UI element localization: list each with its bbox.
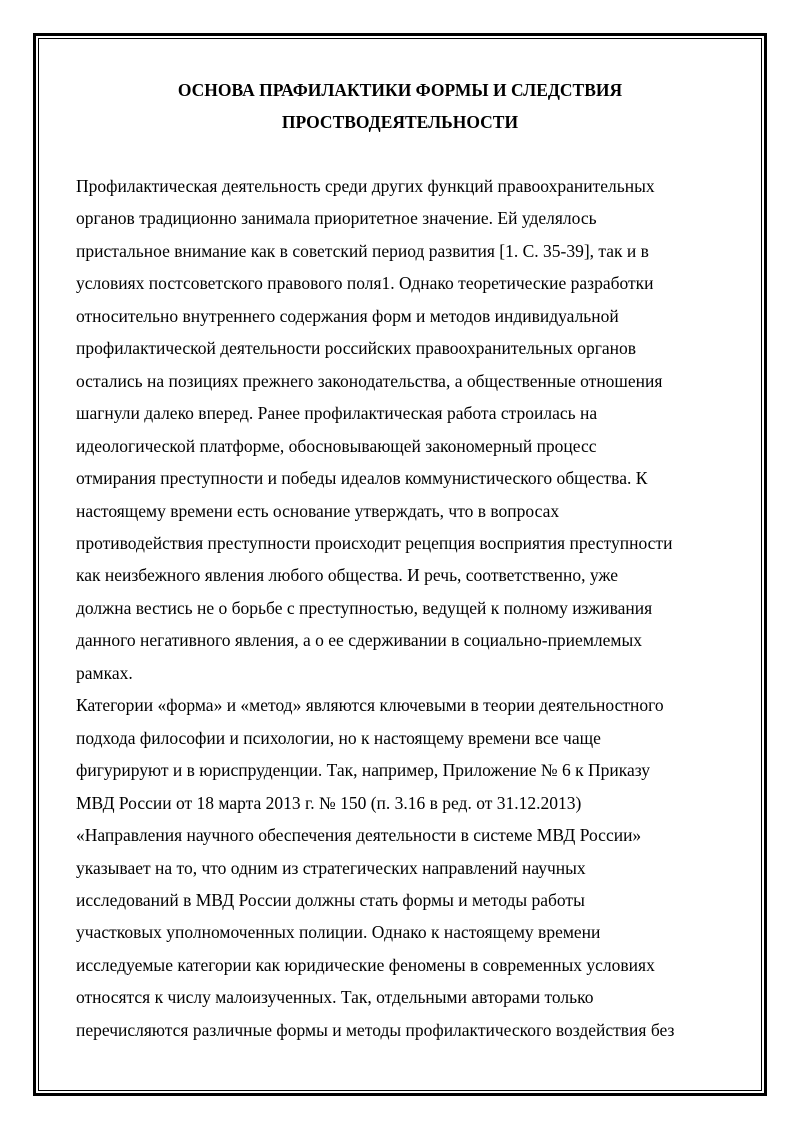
body-line: данного негативного явления, а о ее сдерживании в социально-приемлемых [76,630,642,651]
body-line: условиях постсоветского правового поля1. Однако теоретические разработки [76,273,654,294]
document-title [76,74,724,138]
body-line: исследуемые категории как юридические феномены в современных условиях [76,954,655,975]
body-line: Категории «форма» и «метод» являются ключевыми в теории деятельностного [76,695,664,716]
body-line: отмирания преступности и победы идеалов коммунистического общества. К [76,468,648,489]
body-line: должна вестись не о борьбе с преступностью, ведущей к полному изживания [76,597,653,618]
body-line: шагнули далеко вперед. Ранее профилактическая работа строилась на [76,403,598,424]
body-line: перечисляются различные формы и методы профилактического воздействия без [76,1019,675,1040]
title-line: ПРОСТВОДЕЯТЕЛЬНОСТИ [281,112,519,132]
body-line: участковых уполномоченных полиции. Однако к настоящему времени [76,922,601,943]
body-line: МВД России от 18 марта 2013 г. № 150 (п. 3.16 в ред. от 31.12.2013) [76,792,582,813]
body-line: остались на позициях прежнего законодательства, а общественные отношения [76,370,663,391]
body-line: указывает на то, что одним из стратегических направлений научных [76,857,586,878]
body-line: органов традиционно занимала приоритетное значение. Ей уделялось [76,208,597,229]
body-line: профилактической деятельности российских правоохранительных органов [76,338,637,359]
body-line: противодействия преступности происходит рецепция восприятия преступности [76,532,673,553]
body-line: относительно внутреннего содержания форм и методов индивидуальной [76,305,619,326]
body-line: подхода философии и психологии, но к настоящему времени все чаще [76,727,601,748]
body-line: фигурируют и в юриспруденции. Так, например, Приложение № 6 к Приказу [76,760,651,781]
document-body [76,170,736,1046]
body-line: Профилактическая деятельность среди других функций правоохранительных [76,176,655,196]
body-line: «Направления научного обеспечения деятельности в системе МВД России» [76,825,642,846]
body-line: исследований в МВД России должны стать формы и методы работы [76,889,585,910]
body-line: настоящему времени есть основание утверждать, что в вопросах [76,500,560,521]
body-line: рамках. [76,662,133,683]
title-line: ОСНОВА ПРАФИЛАКТИКИ ФОРМЫ И СЛЕДСТВИЯ [177,80,623,100]
body-line: как неизбежного явления любого общества. И речь, соответственно, уже [76,565,618,586]
body-line: идеологической платформе, обосновывающей закономерный процесс [76,435,597,456]
body-line: пристальное внимание как в советский период развития [1. С. 35-39], так и в [76,240,649,261]
body-line: относятся к числу малоизученных. Так, отдельными авторами только [76,987,594,1008]
